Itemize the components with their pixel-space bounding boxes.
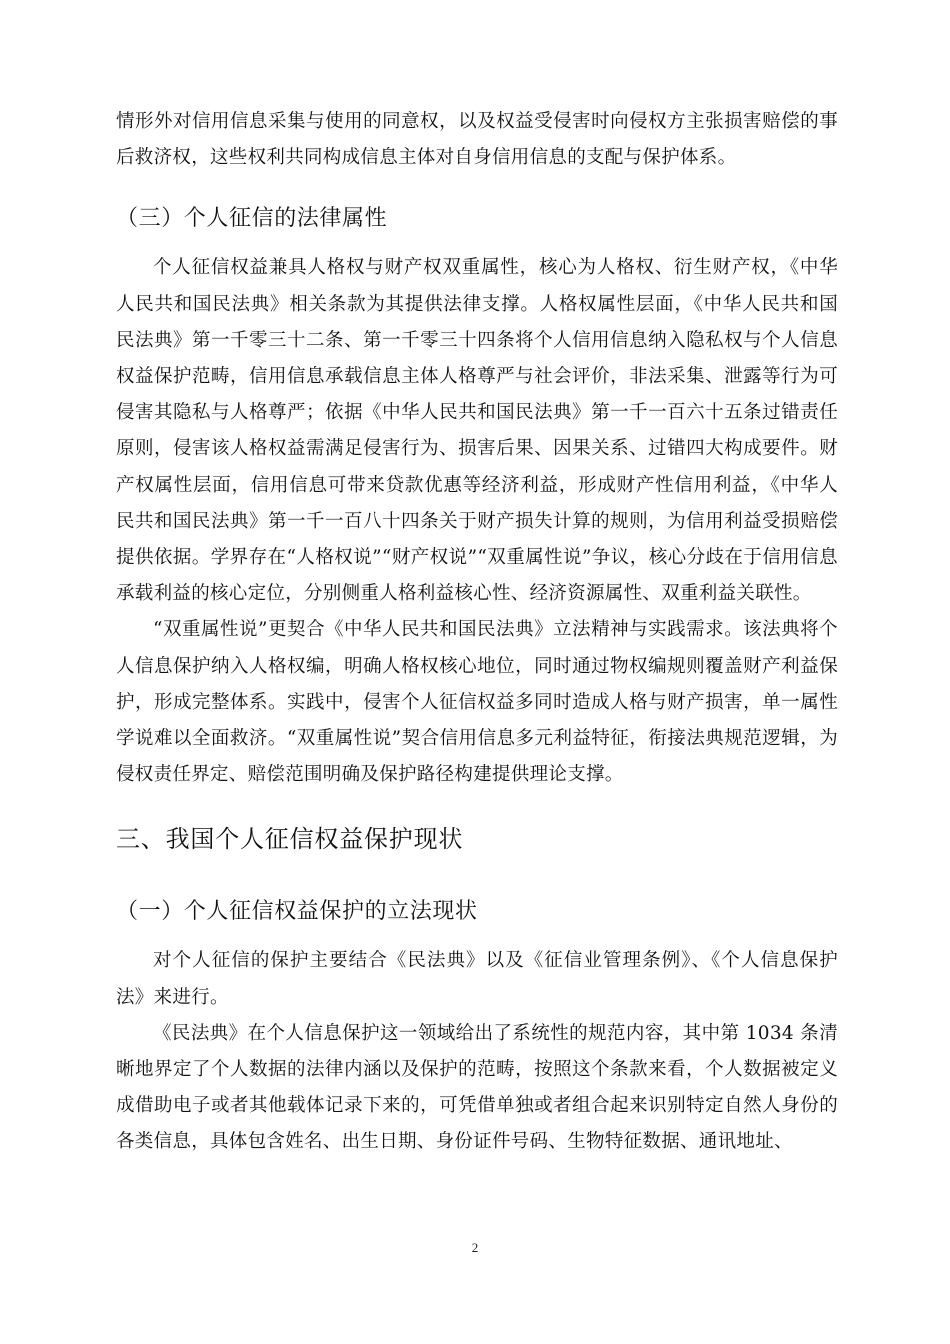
page-number: 2 <box>471 1240 479 1255</box>
chapter-heading-protection-status: 三、我国个人征信权益保护现状 <box>116 825 464 854</box>
section-heading-legislation-status: （一）个人征信权益保护的立法现状 <box>116 899 478 925</box>
section-heading-legal-attributes: （三）个人征信的法律属性 <box>116 206 388 232</box>
paragraph-dual-attributes: 个人征信权益兼具人格权与财产权双重属性，核心为人格权、衍生财产权，《中华人民共和国民法典》相关条款为其提供法律支撑。人格权属性层面，《中华人民共和国民法典》第一千零三十二条、第一千零三十四条将个人信用信息纳入隐私权与个人信息权益保护范畴，信用信息承载信息主体人格尊严与社会评价，非法采集、泄露等行为可侵害其隐私与人格尊严；依据《中华人民共和国民法典》第一千一百六十五条过错责任原则，侵害该人格权益需满足侵害行为、损害后果、因果关系、过错四大构成要件。财产权属性层面，信用信息可带来贷款优惠等经济利益，形成财产性信用利益，《中华人民共和国民法典》第一千一百八十四条关于财产损失计算的规则，为信用利益受损赔偿提供依据。学界存在“人格权说”“财产权说”“双重属性说”争议，核心分歧在于信用信息承载利益的核心定位，分别侧重人格利益核心性、经济资源属性、双重利益关联性。 <box>116 257 838 605</box>
page-content <box>116 104 838 1161</box>
paragraph-legal-basis: 对个人征信的保护主要结合《民法典》以及《征信业管理条例》、《个人信息保护法》来进行。 <box>116 950 838 1008</box>
paragraph-continuation: 情形外对信用信息采集与使用的同意权，以及权益受侵害时向侵权方主张损害赔偿的事后救济权，这些权利共同构成信息主体对自身信用信息的支配与保护体系。 <box>116 111 838 169</box>
paragraph-dual-theory: “双重属性说”更契合《中华人民共和国民法典》立法精神与实践需求。该法典将个人信息保护纳入人格权编，明确人格权核心地位，同时通过物权编规则覆盖财产利益保护，形成完整体系。实践中，侵害个人征信权益多同时造成人格与财产损害，单一属性学说难以全面救济。“双重属性说”契合信用信息多元利益特征，衔接法典规范逻辑，为侵权责任界定、赔偿范围明确及保护路径构建提供理论支撑。 <box>116 619 838 786</box>
paragraph-civil-code: 《民法典》在个人信息保护这一领域给出了系统性的规范内容，其中第 1034 条清晰地界定了个人数据的法律内涵以及保护的范畴，按照这个条款来看，个人数据被定义成借助电子或者其他载体记录下来的，可凭借单独或者组合起来识别特定自然人身份的各类信息，具体包含姓名、出生日期、身份证件号码、生物特征数据、通讯地址、 <box>116 1022 838 1153</box>
